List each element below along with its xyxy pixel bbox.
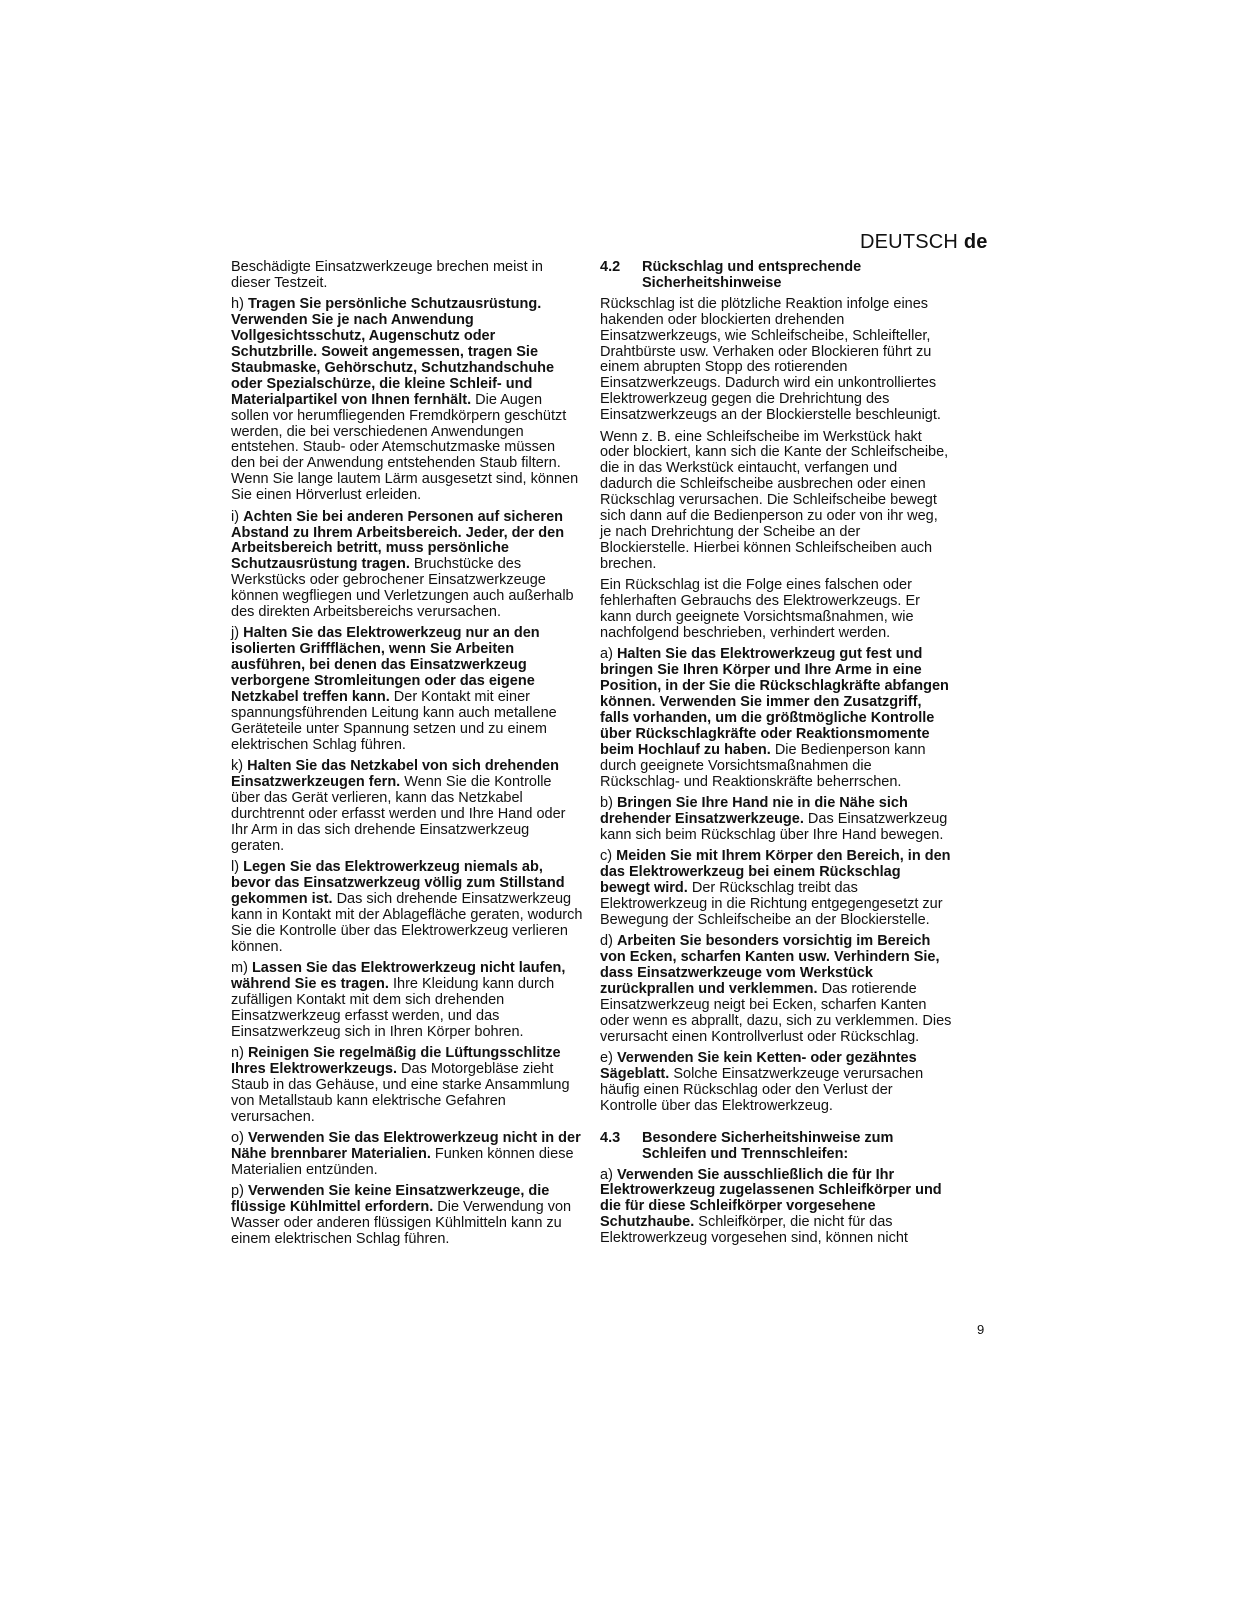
item-a-grinding-bold: Verwenden Sie ausschließlich die für Ihr Elektrowerkzeug zugelassenen Schleifkörper und die für diese Schleifkörper vorgesehene Schutzhaube.: [600, 1166, 942, 1231]
item-m-text: Ihre Kleidung kann durch zufälligen Kontakt mit dem sich drehenden Einsatzwerkzeug erfasst werden, und das Einsatzwerkzeug sich in Ihren Körper bohren.: [231, 975, 555, 1040]
item-h-text: Die Augen sollen vor herumfliegenden Fremdkörpern geschützt werden, die bei verschiedenen Anwendungen entstehen. Staub- oder Atemschutzmaske müssen den bei der Anwendung entstehenden Staub filtern. Wenn Sie lange lautem Lärm ausgesetzt sind, können Sie einen Hörverlust erleiden.: [231, 391, 579, 504]
item-n-bold: Reinigen Sie regelmäßig die Lüftungsschlitze Ihres Elektrowerkzeugs.: [231, 1045, 561, 1077]
item-j-bold: Halten Sie das Elektrowerkzeug nur an den isolierten Griffflächen, wenn Sie Arbeiten ausführen, bei denen das Einsatzwerkzeug verborgene Stromleitungen oder das eigene Netzkabel treffen kann.: [231, 625, 540, 706]
right-column: [600, 260, 953, 1253]
section-4-2-heading: [600, 260, 953, 292]
item-a: [600, 647, 953, 790]
item-o-prefix: o): [231, 1130, 244, 1147]
item-a-bold: Halten Sie das Elektrowerkzeug gut fest und bringen Sie Ihren Körper und Ihre Arme in eine Position, in der Sie die Rückschlagkräfte abfangen können. Verwenden Sie immer den Zusatzgriff, falls vorhanden, um die größtmögliche Kontrolle über Rückschlagkräfte oder Reaktionsmomente beim Hochlauf zu haben.: [600, 646, 949, 758]
item-p-text: Die Verwendung von Wasser oder anderen flüssigen Kühlmitteln kann zu einem elektrischen Schlag führen.: [231, 1199, 572, 1248]
item-j: [231, 626, 583, 753]
item-o-text: Funken können diese Materialien entzünden.: [231, 1146, 574, 1178]
intro-paragraph: Beschädigte Einsatzwerkzeuge brechen meist in dieser Testzeit.: [231, 259, 543, 291]
item-n: [231, 1046, 583, 1126]
paragraph-kickback-cause: Ein Rückschlag ist die Folge eines falschen oder fehlerhaften Gebrauchs des Elektrowerkzeugs. Er kann durch geeignete Vorsichtsmaßnahmen, wie nachfolgend beschrieben, verhindert werden.: [600, 577, 920, 641]
item-p-bold: Verwenden Sie keine Einsatzwerkzeuge, die flüssige Kühlmittel erfordern.: [231, 1183, 550, 1216]
item-i-bold: Achten Sie bei anderen Personen auf sicheren Abstand zu Ihrem Arbeitsbereich. Jeder, der den Arbeitsbereich betritt, muss persönliche Schutzausrüstung tragen.: [231, 508, 565, 573]
item-p-prefix: p): [231, 1183, 244, 1200]
item-k: [231, 759, 583, 854]
left-column: [231, 260, 583, 1253]
item-m-prefix: m): [231, 960, 248, 977]
item-l-text: Das sich drehende Einsatzwerkzeug kann in Kontakt mit der Ablagefläche geraten, wodurch Sie die Kontrolle über das Elektrowerkzeug verlieren können.: [231, 890, 583, 955]
item-n-prefix: n): [231, 1045, 244, 1062]
item-b-bold: Bringen Sie Ihre Hand nie in die Nähe sich drehender Einsatzwerkzeuge.: [600, 795, 908, 827]
item-j-prefix: j): [231, 625, 240, 642]
section-number: 4.3: [600, 1129, 621, 1146]
item-a-grinding-text: Schleifkörper, die nicht für das Elektrowerkzeug vorgesehen sind, können nicht: [600, 1214, 908, 1247]
item-m: [231, 961, 583, 1041]
section-number: 4.2: [600, 259, 621, 275]
item-k-text: Wenn Sie die Kontrolle über das Gerät verlieren, kann das Netzkabel durchtrennt oder erfasst werden und Ihre Hand oder Ihr Arm in das sich drehende Einsatzwerkzeug geraten.: [231, 774, 566, 854]
section-title: Besondere Sicherheitshinweise zum Schleifen und Trennschleifen:: [642, 1129, 894, 1162]
item-c: [600, 849, 953, 929]
section-title: Rückschlag und entsprechende Sicherheitshinweise: [642, 259, 862, 291]
header-language-code: de: [963, 231, 988, 253]
page-number: 9: [977, 1322, 985, 1337]
item-a-grinding-prefix: a): [600, 1166, 613, 1183]
item-b-text: Das Einsatzwerkzeug kann sich beim Rückschlag über Ihre Hand bewegen.: [600, 810, 948, 843]
item-a-prefix: a): [600, 646, 613, 663]
item-i-text: Bruchstücke des Werkstücks oder gebrochener Einsatzwerkzeuge können wegfliegen und Verletzungen auch außerhalb des direkten Arbeitsbereichs verursachen.: [231, 556, 574, 621]
item-b-prefix: b): [600, 795, 613, 811]
item-l-bold: Legen Sie das Elektrowerkzeug niemals ab, bevor das Einsatzwerkzeug völlig zum Stillstand gekommen ist.: [231, 859, 565, 907]
item-p: [231, 1184, 583, 1248]
item-o-bold: Verwenden Sie das Elektrowerkzeug nicht in der Nähe brennbarer Materialien.: [231, 1130, 581, 1163]
item-d-bold: Arbeiten Sie besonders vorsichtig im Bereich von Ecken, scharfen Kanten usw. Verhindern Sie, dass Einsatzwerkzeuge vom Werkstück zurückprallen und verklemmen.: [600, 933, 940, 997]
item-c-prefix: c): [600, 848, 613, 865]
item-d-text: Das rotierende Einsatzwerkzeug neigt bei Ecken, scharfen Kanten oder wenn es abprallt, dazu, sich zu verklemmen. Dies verursacht einen Kontrollverlust oder Rückschlag.: [600, 980, 952, 1045]
item-i: [231, 510, 583, 621]
page-header: [860, 231, 988, 254]
item-e-prefix: e): [600, 1050, 613, 1067]
item-j-text: Der Kontakt mit einer spannungsführenden Leitung kann auch metallene Geräteteile unter Spannung setzen und zu einem elektrischen Schlag führen.: [231, 689, 557, 753]
item-d: [600, 934, 953, 1045]
item-h-bold: Tragen Sie persönliche Schutzausrüstung. Verwenden Sie je nach Anwendung Vollgesichtsschutz, Augenschutz oder Schutzbrille. Soweit angemessen, tragen Sie Staubmaske, Gehörschutz, Schutzhandschuhe oder Spezialschürze, die kleine Schleif- und Materialpartikel von Ihnen fernhält.: [231, 296, 555, 408]
item-e: [600, 1051, 953, 1115]
item-b: [600, 796, 953, 844]
paragraph-kickback-definition: Rückschlag ist die plötzliche Reaktion infolge eines hakenden oder blockierten drehenden Einsatzwerkzeugs, wie Schleifscheibe, Schleifteller, Drahtbürste usw. Verhaken oder Blockieren führt zu einem abrupten Stopp des rotierenden Einsatzwerkzeugs. Dadurch wird ein unkontrolliertes Elektrowerkzeug gegen die Drehrichtung des Einsatzwerkzeugs an der Blockierstelle beschleunigt.: [600, 295, 941, 424]
item-e-bold: Verwenden Sie kein Ketten- oder gezähntes Sägeblatt.: [600, 1050, 917, 1082]
item-l-prefix: l): [231, 859, 240, 876]
item-m-bold: Lassen Sie das Elektrowerkzeug nicht laufen, während Sie es tragen.: [231, 960, 566, 992]
item-c-bold: Meiden Sie mit Ihrem Körper den Bereich, in den das Elektrowerkzeug bei einem Rückschlag bewegt wird.: [600, 848, 951, 897]
item-k-prefix: k): [231, 758, 244, 775]
paragraph-kickback-example: Wenn z. B. eine Schleifscheibe im Werkstück hakt oder blockiert, kann sich die Kante der Schleifscheibe, die in das Werkstück eintaucht, verfangen und dadurch die Schleifscheibe ausbrechen oder einen Rückschlag verursachen. Die Schleifscheibe bewegt sich dann auf die Bedienperson zu oder von ihr weg, je nach Drehrichtung der Scheibe an der Blockierstelle. Hierbei können Schleifscheiben auch brechen.: [600, 428, 949, 572]
item-h: [231, 297, 583, 504]
item-c-text: Der Rückschlag treibt das Elektrowerkzeug in die Richtung entgegengesetzt zur Bewegung der Schleifscheibe an der Blockierstelle.: [600, 880, 943, 928]
item-o: [231, 1131, 583, 1179]
item-i-prefix: i): [231, 508, 240, 525]
header-language: DEUTSCH: [860, 231, 959, 253]
item-l: [231, 860, 583, 955]
item-n-text: Das Motorgebläse zieht Staub in das Gehäuse, und eine starke Ansammlung von Metallstaub kann elektrische Gefahren verursachen.: [231, 1061, 570, 1125]
item-a-grinding: [600, 1168, 953, 1248]
item-a-text: Die Bedienperson kann durch geeignete Vorsichtsmaßnahmen die Rückschlag- und Reaktionskräfte beherrschen.: [600, 741, 926, 790]
item-k-bold: Halten Sie das Netzkabel von sich drehenden Einsatzwerkzeugen fern.: [231, 758, 559, 791]
item-h-prefix: h): [231, 296, 244, 313]
section-4-3-heading: [600, 1131, 953, 1163]
item-e-text: Solche Einsatzwerkzeuge verursachen häufig einen Rückschlag oder den Verlust der Kontrolle über das Elektrowerkzeug.: [600, 1066, 924, 1114]
item-d-prefix: d): [600, 933, 613, 950]
